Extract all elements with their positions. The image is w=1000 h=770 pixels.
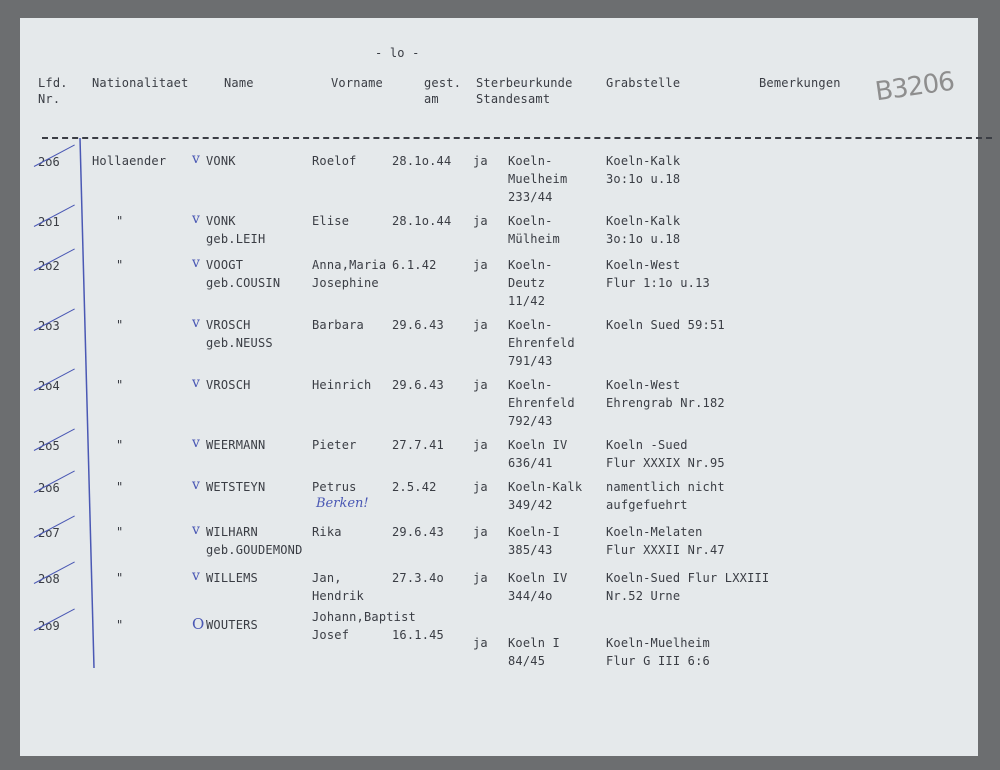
header-gest: gest. <box>424 76 462 90</box>
vorname-cell: Pieter <box>312 438 357 452</box>
ja-cell: ja <box>473 480 488 494</box>
death-date-cell: 27.3.4o <box>392 571 444 585</box>
check-mark: v <box>192 477 200 493</box>
certificate-cell: Ehrenfeld <box>508 336 575 350</box>
ja-cell: ja <box>473 214 488 228</box>
death-date-cell: 28.1o.44 <box>392 154 452 168</box>
check-mark: v <box>192 315 200 331</box>
certificate-cell: 792/43 <box>508 414 553 428</box>
name-cell: VROSCH <box>206 378 251 392</box>
check-mark: v <box>192 568 200 584</box>
entry-number: 2o4 <box>38 379 60 393</box>
grave-cell: Koeln-Melaten <box>606 525 703 539</box>
certificate-cell: Ehrenfeld <box>508 396 575 410</box>
name-cell: geb.COUSIN <box>206 276 281 290</box>
entry-number: 2o5 <box>38 439 60 453</box>
header-bemerkungen: Bemerkungen <box>759 76 841 90</box>
name-cell: WILLEMS <box>206 571 258 585</box>
certificate-cell: 11/42 <box>508 294 546 308</box>
header-standesamt: Standesamt <box>476 92 551 106</box>
margin-pen-line <box>20 18 978 756</box>
page-number: - lo - <box>375 46 420 60</box>
ja-cell: ja <box>473 571 488 585</box>
header-grabstelle: Grabstelle <box>606 76 681 90</box>
vorname-cell: Anna,Maria <box>312 258 387 272</box>
grave-cell: Koeln-Muelheim <box>606 636 710 650</box>
certificate-cell: 349/42 <box>508 498 553 512</box>
certificate-cell: Koeln- <box>508 378 553 392</box>
death-date-cell: 29.6.43 <box>392 378 444 392</box>
certificate-cell: Koeln- <box>508 154 553 168</box>
death-date-cell: 28.1o.44 <box>392 214 452 228</box>
entry-number: 2o8 <box>38 572 60 586</box>
certificate-cell: 791/43 <box>508 354 553 368</box>
name-cell: VROSCH <box>206 318 251 332</box>
vorname-cell: Heinrich <box>312 378 372 392</box>
header-vorname: Vorname <box>331 76 383 90</box>
name-cell: WOUTERS <box>206 618 258 632</box>
grave-cell: Koeln -Sued <box>606 438 688 452</box>
name-cell: geb.GOUDEMOND <box>206 543 303 557</box>
nationality-cell: " <box>116 618 124 632</box>
name-cell: VOOGT <box>206 258 244 272</box>
vorname-cell: Rika <box>312 525 342 539</box>
entry-number: 2o6 <box>38 155 60 169</box>
certificate-cell: Koeln IV <box>508 571 568 585</box>
check-mark: v <box>192 151 200 167</box>
nationality-cell: " <box>116 438 124 452</box>
check-mark: v <box>192 375 200 391</box>
header-nr: Nr. <box>38 92 61 106</box>
entry-number: 2o6 <box>38 481 60 495</box>
name-cell: WEERMANN <box>206 438 266 452</box>
vorname-handwritten-note: Berken! <box>316 496 369 511</box>
death-date-cell: 29.6.43 <box>392 525 444 539</box>
vorname-cell: Elise <box>312 214 350 228</box>
name-cell: geb.LEIH <box>206 232 266 246</box>
grave-cell: 3o:1o u.18 <box>606 232 681 246</box>
archive-stamp: B3206 <box>873 66 956 108</box>
nationality-cell: Hollaender <box>92 154 167 168</box>
header-am: am <box>424 92 439 106</box>
grave-cell: Flur G III 6:6 <box>606 654 710 668</box>
entry-number: 2o3 <box>38 319 60 333</box>
grave-cell: Ehrengrab Nr.182 <box>606 396 725 410</box>
grave-cell: Koeln-Kalk <box>606 154 681 168</box>
header-nationalitaet: Nationalitaet <box>92 76 189 90</box>
certificate-cell: 385/43 <box>508 543 553 557</box>
death-date-cell: 27.7.41 <box>392 438 444 452</box>
entry-number: 2o9 <box>38 619 60 633</box>
death-date-cell: 29.6.43 <box>392 318 444 332</box>
certificate-cell: Koeln-Kalk <box>508 480 583 494</box>
grave-cell: 3o:1o u.18 <box>606 172 681 186</box>
vorname-cell: Johann,Baptist <box>312 610 416 624</box>
vorname-cell: Josef <box>312 628 350 642</box>
certificate-cell: Muelheim <box>508 172 568 186</box>
grave-cell: Koeln-Kalk <box>606 214 681 228</box>
ja-cell: ja <box>473 258 488 272</box>
certificate-cell: Mülheim <box>508 232 560 246</box>
entry-number: 2o2 <box>38 259 60 273</box>
grave-cell: Koeln Sued 59:51 <box>606 318 725 332</box>
ja-cell: ja <box>473 636 488 650</box>
ja-cell: ja <box>473 154 488 168</box>
certificate-cell: Koeln- <box>508 318 553 332</box>
grave-cell: Nr.52 Urne <box>606 589 681 603</box>
certificate-cell: Koeln-I <box>508 525 560 539</box>
document-page <box>20 18 978 756</box>
nationality-cell: " <box>116 258 124 272</box>
check-mark: v <box>192 255 200 271</box>
death-date-cell: 6.1.42 <box>392 258 437 272</box>
entry-number: 2o7 <box>38 526 60 540</box>
certificate-cell: Koeln- <box>508 258 553 272</box>
check-mark: v <box>192 211 200 227</box>
vorname-cell: Petrus <box>312 480 357 494</box>
certificate-cell: 84/45 <box>508 654 546 668</box>
grave-cell: aufgefuehrt <box>606 498 688 512</box>
header-lfd: Lfd. <box>38 76 68 90</box>
entry-number: 2o1 <box>38 215 60 229</box>
certificate-cell: Koeln IV <box>508 438 568 452</box>
name-cell: WETSTEYN <box>206 480 266 494</box>
grave-cell: Flur XXXIX Nr.95 <box>606 456 725 470</box>
vorname-cell: Barbara <box>312 318 364 332</box>
nationality-cell: " <box>116 480 124 494</box>
ja-cell: ja <box>473 318 488 332</box>
grave-cell: Flur 1:1o u.13 <box>606 276 710 290</box>
certificate-cell: 636/41 <box>508 456 553 470</box>
death-date-cell: 16.1.45 <box>392 628 444 642</box>
death-date-cell: 2.5.42 <box>392 480 437 494</box>
grave-cell: Koeln-West <box>606 258 681 272</box>
ja-cell: ja <box>473 378 488 392</box>
ja-cell: ja <box>473 438 488 452</box>
vorname-cell: Hendrik <box>312 589 364 603</box>
check-mark: v <box>192 435 200 451</box>
nationality-cell: " <box>116 214 124 228</box>
grave-cell: namentlich nicht <box>606 480 725 494</box>
header-name: Name <box>224 76 254 90</box>
vorname-cell: Josephine <box>312 276 379 290</box>
grave-cell: Koeln-Sued Flur LXXIII <box>606 571 770 585</box>
certificate-cell: Koeln- <box>508 214 553 228</box>
nationality-cell: " <box>116 378 124 392</box>
certificate-cell: 344/4o <box>508 589 553 603</box>
certificate-cell: Koeln I <box>508 636 560 650</box>
certificate-cell: 233/44 <box>508 190 553 204</box>
check-mark: O <box>192 615 205 633</box>
header-sterbeurkunde: Sterbeurkunde <box>476 76 573 90</box>
ja-cell: ja <box>473 525 488 539</box>
name-cell: VONK <box>206 154 236 168</box>
name-cell: geb.NEUSS <box>206 336 273 350</box>
grave-cell: Koeln-West <box>606 378 681 392</box>
nationality-cell: " <box>116 525 124 539</box>
nationality-cell: " <box>116 318 124 332</box>
nationality-cell: " <box>116 571 124 585</box>
vorname-cell: Roelof <box>312 154 357 168</box>
vorname-cell: Jan, <box>312 571 342 585</box>
check-mark: v <box>192 522 200 538</box>
certificate-cell: Deutz <box>508 276 546 290</box>
name-cell: WILHARN <box>206 525 258 539</box>
grave-cell: Flur XXXII Nr.47 <box>606 543 725 557</box>
name-cell: VONK <box>206 214 236 228</box>
